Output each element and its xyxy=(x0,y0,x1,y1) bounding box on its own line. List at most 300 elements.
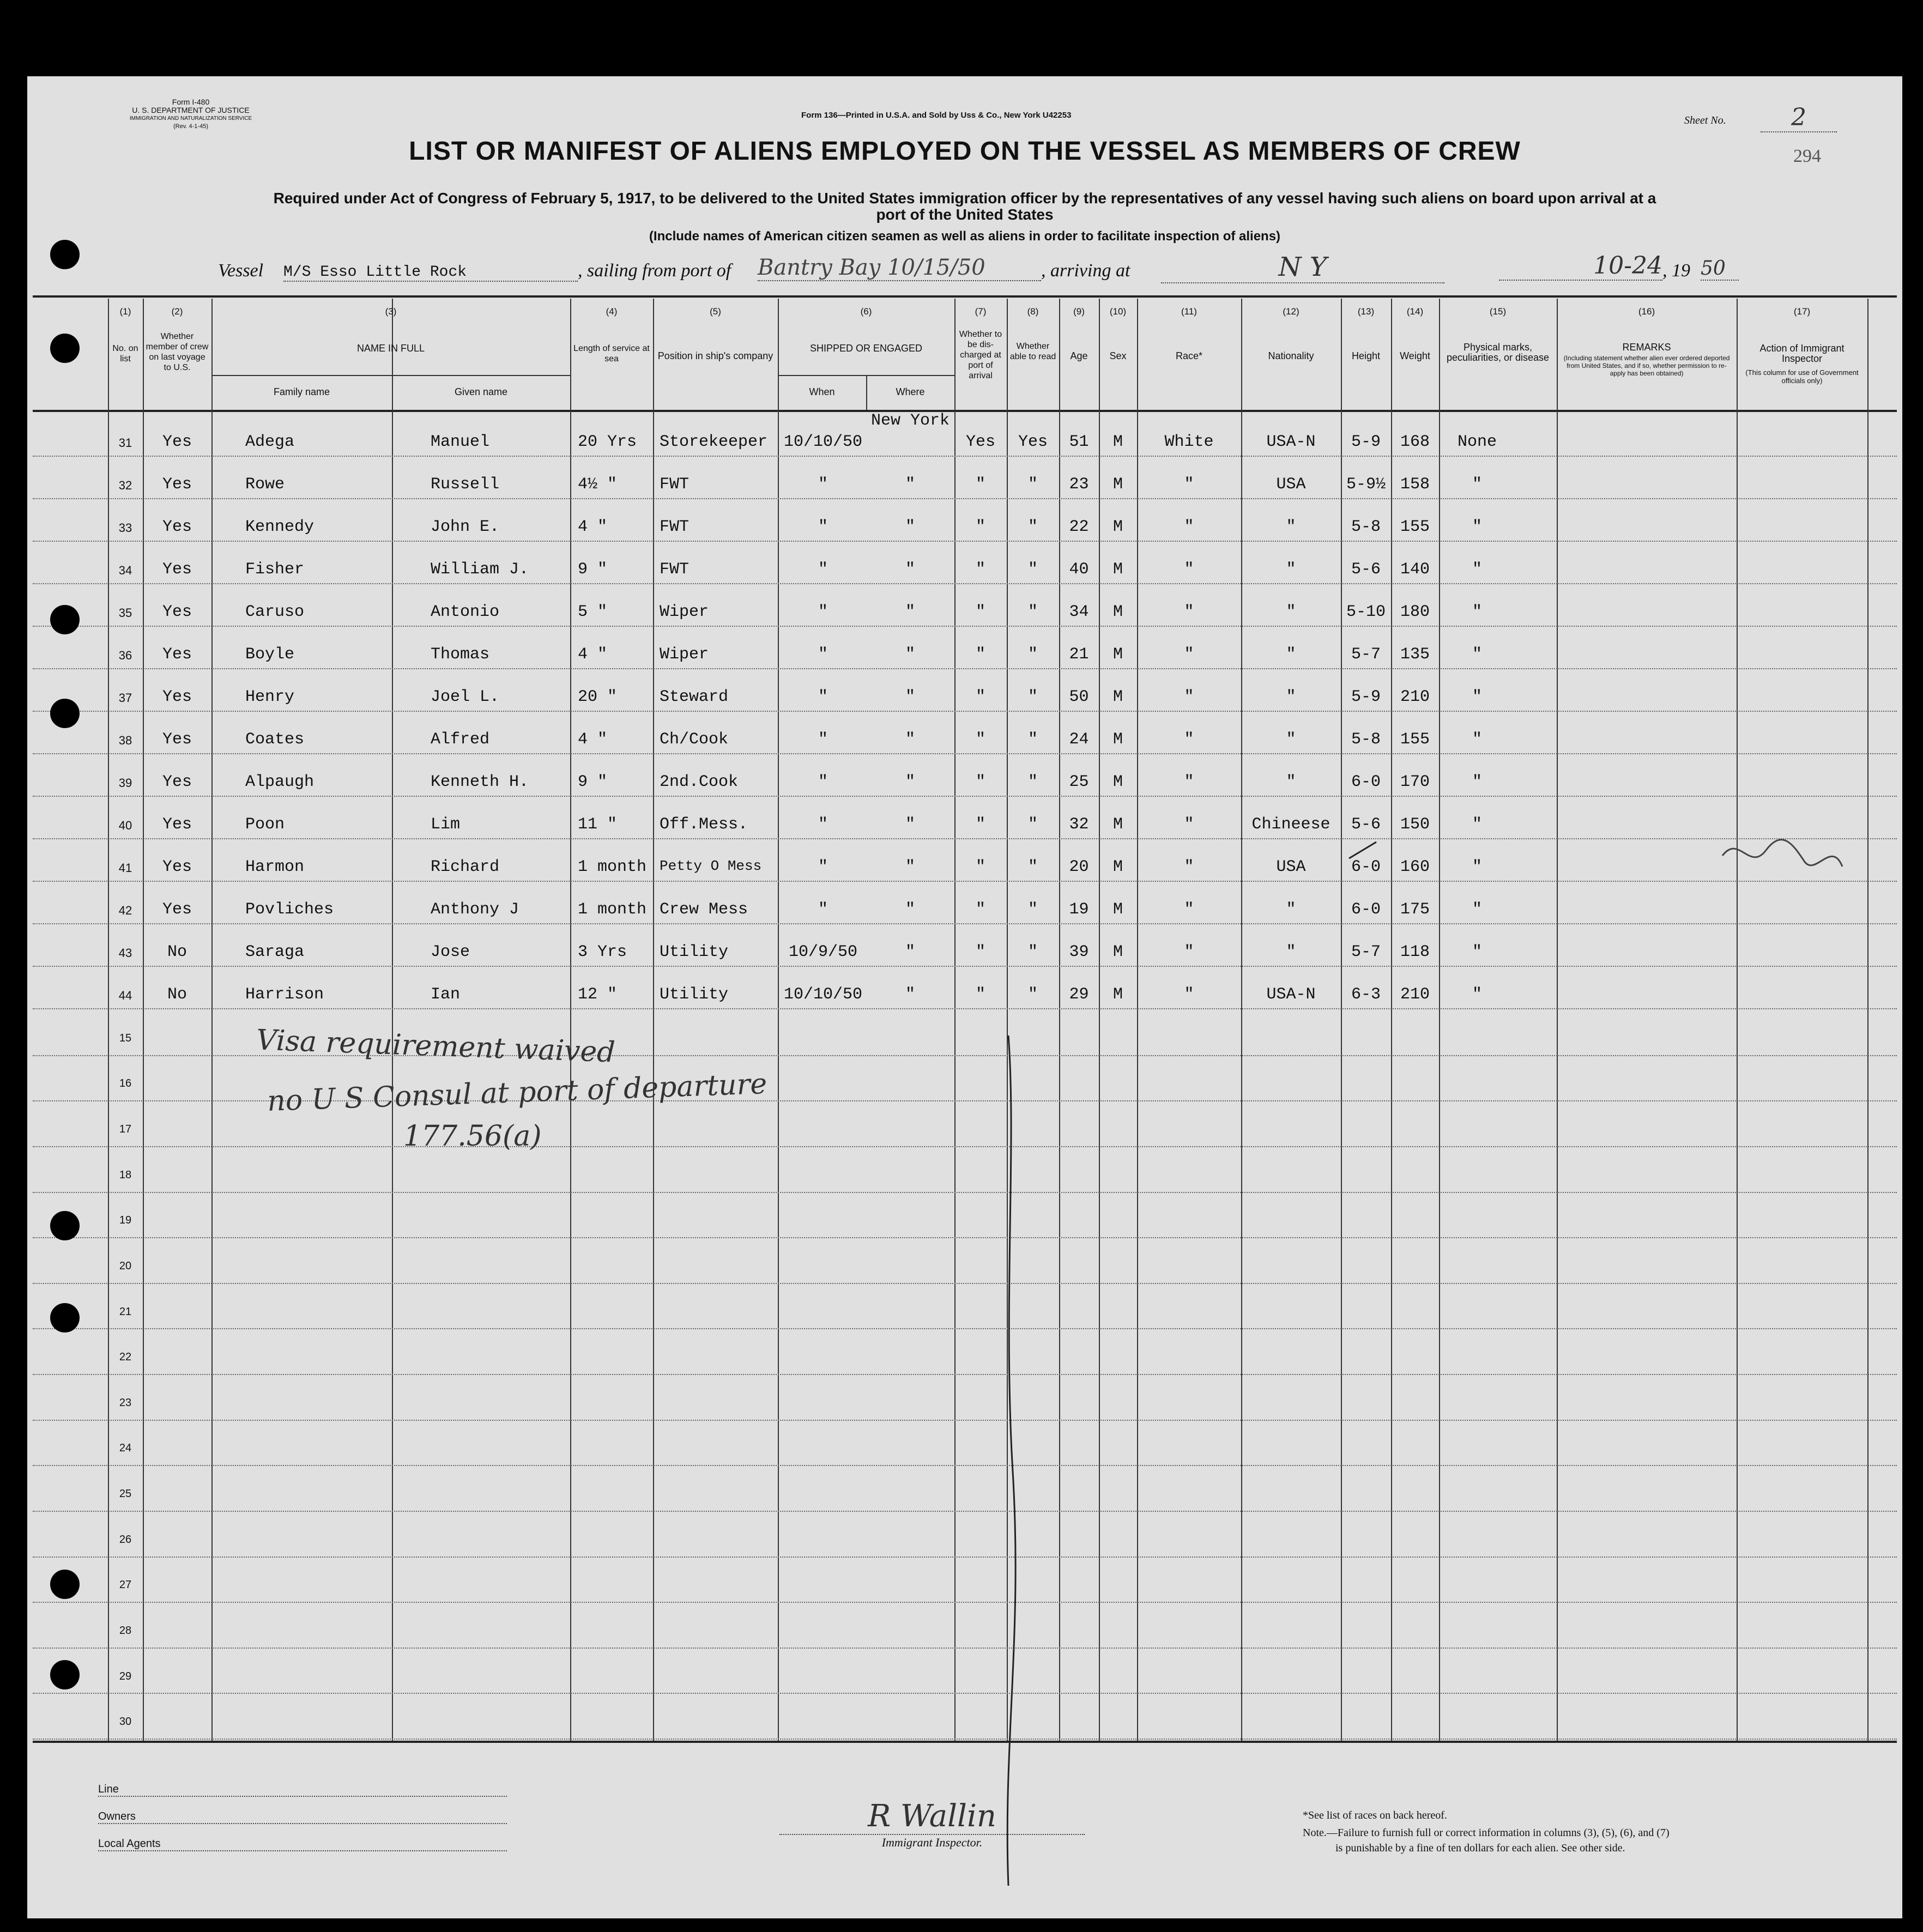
cell-when: " xyxy=(818,815,828,834)
cell-read: " xyxy=(1027,985,1038,1004)
cell-position: Off.Mess. xyxy=(660,815,748,834)
table-top-border xyxy=(33,295,1897,298)
row-rule xyxy=(33,838,1897,839)
cell-service: 4 " xyxy=(578,518,608,536)
cell-no: 37 xyxy=(118,691,132,705)
cell-read: " xyxy=(1027,943,1038,961)
cell-family: Boyle xyxy=(245,645,295,664)
cell-nat: " xyxy=(1286,518,1296,536)
cell-nat: " xyxy=(1286,603,1296,621)
cell-nat: " xyxy=(1286,645,1296,664)
cell-prev: Yes xyxy=(162,815,192,834)
cell-given: Joel L. xyxy=(431,688,500,706)
row-rule xyxy=(33,1648,1897,1649)
cell-disch: " xyxy=(975,900,985,919)
cell-service: 11 " xyxy=(578,815,618,834)
row-rule xyxy=(33,1283,1897,1284)
sheet-label: Sheet No. xyxy=(1684,114,1726,126)
cell-prev: Yes xyxy=(162,900,192,919)
cell-given: Thomas xyxy=(431,645,490,664)
year-prefix: , 19 xyxy=(1662,261,1690,281)
cell-disch: " xyxy=(975,560,985,579)
cell-position: Wiper xyxy=(660,645,709,664)
empty-row-number: 17 xyxy=(119,1123,132,1136)
binder-hole xyxy=(50,1570,80,1599)
header-when: When xyxy=(809,386,835,397)
header-inspector-note: (This column for use of Government officials only) xyxy=(1745,368,1859,385)
cell-weight: 155 xyxy=(1400,518,1430,536)
cell-nat: USA-N xyxy=(1266,433,1316,451)
cell-no: 32 xyxy=(118,479,132,492)
cell-weight: 210 xyxy=(1400,985,1430,1004)
table-bottom-border xyxy=(33,1741,1897,1743)
cell-nat: " xyxy=(1286,900,1296,919)
row-rule xyxy=(33,668,1897,669)
cell-height: 5-8 xyxy=(1351,518,1381,536)
cell-where: " xyxy=(905,773,915,791)
row-rule xyxy=(33,498,1897,499)
cell-nat: " xyxy=(1286,943,1296,961)
cell-when: 10/10/50 xyxy=(783,433,863,451)
cell-prev: No xyxy=(167,985,187,1004)
cell-position: Utility xyxy=(660,985,729,1004)
cell-prev: Yes xyxy=(162,603,192,621)
cell-weight: 210 xyxy=(1400,688,1430,706)
fine-note-2: is punishable by a fine of ten dollars for each alien. See other side. xyxy=(1335,1842,1625,1854)
cell-read: " xyxy=(1027,773,1038,791)
page-stamp: 294 xyxy=(1793,146,1821,166)
header-discharged: Whether to be dis-charged at port of arrival xyxy=(959,330,1002,380)
colnum-8: (8) xyxy=(1027,306,1039,317)
cell-sex: M xyxy=(1112,688,1123,706)
header-where: Where xyxy=(896,386,925,397)
colnum-17: (17) xyxy=(1793,306,1811,317)
cell-height: 5-7 xyxy=(1351,645,1381,664)
cell-family: Coates xyxy=(245,730,305,749)
form-dept: U. S. DEPARTMENT OF JUSTICE xyxy=(132,106,250,114)
inspector-scribble xyxy=(1717,823,1848,883)
cell-service: 1 month xyxy=(578,858,647,876)
binder-hole xyxy=(50,1211,80,1240)
empty-row-number: 15 xyxy=(119,1032,132,1044)
cell-read: " xyxy=(1027,603,1038,621)
cell-disch: " xyxy=(975,773,985,791)
row-rule xyxy=(33,626,1897,627)
colnum-1: (1) xyxy=(119,306,131,317)
row-rule xyxy=(33,881,1897,882)
cell-where: " xyxy=(905,603,915,621)
colnum-11: (11) xyxy=(1181,306,1197,317)
cell-race: " xyxy=(1184,985,1194,1004)
cell-where: " xyxy=(905,815,915,834)
cell-marks: " xyxy=(1472,730,1482,749)
row-rule xyxy=(33,456,1897,457)
name-header-divider xyxy=(211,375,570,376)
cell-race: " xyxy=(1184,645,1194,664)
cell-where: " xyxy=(905,730,915,749)
cell-no: 35 xyxy=(118,606,132,620)
cell-read: " xyxy=(1027,858,1038,876)
cell-sex: M xyxy=(1112,475,1123,494)
cell-position: Ch/Cook xyxy=(660,730,729,749)
colnum-3: (3) xyxy=(385,306,397,317)
cell-nat: USA-N xyxy=(1266,985,1316,1004)
cell-age: 50 xyxy=(1069,688,1089,706)
cell-height: 6-0 xyxy=(1351,900,1381,919)
subtitle-line-2: port of the United States xyxy=(876,206,1054,223)
cell-nat: USA xyxy=(1276,858,1306,876)
empty-row-number: 23 xyxy=(119,1396,132,1409)
cell-height: 6-3 xyxy=(1351,985,1381,1004)
cell-no: 36 xyxy=(118,649,132,662)
cell-read: " xyxy=(1027,560,1038,579)
cell-prev: Yes xyxy=(162,433,192,451)
cell-read: " xyxy=(1027,900,1038,919)
row-rule xyxy=(33,1556,1897,1558)
colnum-13: (13) xyxy=(1357,306,1375,317)
empty-row-number: 29 xyxy=(119,1670,132,1682)
header-remarks-note: (Including statement whether alien ever ordered deported from United States, and if so, whether permission to re-apply has been obtained) xyxy=(1563,354,1730,377)
header-service: Length of service at sea xyxy=(573,344,650,364)
cell-when: " xyxy=(818,858,828,876)
cell-disch: " xyxy=(975,985,985,1004)
cell-given: William J. xyxy=(431,560,529,579)
sheet-number: 2 xyxy=(1761,104,1837,132)
form-service: IMMIGRATION AND NATURALIZATION SERVICE xyxy=(129,116,252,122)
cell-marks: " xyxy=(1472,943,1482,961)
cell-height: 5-10 xyxy=(1346,603,1386,621)
cell-height: 5-9 xyxy=(1351,433,1381,451)
binder-hole xyxy=(50,605,80,634)
cell-where: " xyxy=(905,475,915,494)
cell-read: " xyxy=(1027,475,1038,494)
cell-prev: Yes xyxy=(162,560,192,579)
cell-marks: " xyxy=(1472,858,1482,876)
cell-when: 10/10/50 xyxy=(783,985,863,1004)
cell-when: " xyxy=(818,518,828,536)
race-note: *See list of races on back hereof. xyxy=(1303,1809,1447,1821)
cell-family: Adega xyxy=(245,433,295,451)
cell-age: 40 xyxy=(1069,560,1089,579)
cell-family: Alpaugh xyxy=(245,773,315,791)
cell-race: " xyxy=(1184,730,1194,749)
cell-family: Harrison xyxy=(245,985,324,1004)
cell-family: Saraga xyxy=(245,943,305,961)
empty-row-number: 24 xyxy=(119,1442,132,1455)
footer-line: Line xyxy=(98,1783,507,1797)
empty-row-number: 26 xyxy=(119,1533,132,1546)
handwritten-note-2: no U S Consul at port of departure xyxy=(267,1068,768,1118)
cell-sex: M xyxy=(1112,773,1123,791)
header-bottom-border xyxy=(33,410,1897,412)
cell-no: 43 xyxy=(118,946,132,960)
empty-row-number: 25 xyxy=(119,1488,132,1500)
row-rule xyxy=(33,753,1897,754)
cell-no: 41 xyxy=(118,861,132,875)
arriving-port: N Y xyxy=(1161,252,1444,283)
empty-row-number: 28 xyxy=(119,1624,132,1637)
cell-where: " xyxy=(905,858,915,876)
colnum-7: (7) xyxy=(975,306,987,317)
row-rule xyxy=(33,1465,1897,1466)
cell-no: 40 xyxy=(118,819,132,832)
cell-disch: " xyxy=(975,730,985,749)
cell-when: " xyxy=(818,603,828,621)
cell-prev: Yes xyxy=(162,518,192,536)
cell-service: 4 " xyxy=(578,730,608,749)
cell-sex: M xyxy=(1112,730,1123,749)
header-sex: Sex xyxy=(1109,350,1127,361)
cell-age: 34 xyxy=(1069,603,1089,621)
cell-where: " xyxy=(905,645,915,664)
cell-service: 1 month xyxy=(578,900,647,919)
cell-nat: USA xyxy=(1276,475,1306,494)
cell-weight: 118 xyxy=(1400,943,1430,961)
form-number: Form I-480 xyxy=(172,98,210,106)
cell-weight: 175 xyxy=(1400,900,1430,919)
cell-given: Richard xyxy=(431,858,500,876)
cell-height: 6-0 xyxy=(1351,858,1381,876)
footer-owners: Owners xyxy=(98,1810,507,1824)
binder-hole xyxy=(50,240,80,269)
cell-age: 22 xyxy=(1069,518,1089,536)
cell-service: 3 Yrs xyxy=(578,943,627,961)
cell-prev: Yes xyxy=(162,858,192,876)
binder-hole xyxy=(50,1303,80,1333)
arrival-year: 50 xyxy=(1701,257,1739,281)
cell-age: 39 xyxy=(1069,943,1089,961)
empty-row-number: 22 xyxy=(119,1351,132,1364)
cell-given: Antonio xyxy=(431,603,500,621)
cell-disch: " xyxy=(975,858,985,876)
cell-race: " xyxy=(1184,900,1194,919)
subtitle-line-3: (Include names of American citizen seamen as well as aliens in order to facilitate inspection of aliens) xyxy=(649,229,1281,244)
cell-height: 5-6 xyxy=(1351,560,1381,579)
row-rule xyxy=(33,1602,1897,1603)
header-height: Height xyxy=(1351,350,1381,361)
cell-age: 24 xyxy=(1069,730,1089,749)
empty-row-number: 16 xyxy=(119,1077,132,1090)
cell-marks: " xyxy=(1472,773,1482,791)
cell-no: 33 xyxy=(118,521,132,535)
form-id-block xyxy=(109,98,273,131)
cell-weight: 140 xyxy=(1400,560,1430,579)
cell-prev: Yes xyxy=(162,645,192,664)
empty-row-number: 30 xyxy=(119,1716,132,1728)
cell-sex: M xyxy=(1112,433,1123,451)
header-inspector-action: Action of Immigrant Inspector xyxy=(1759,343,1845,364)
cell-marks: " xyxy=(1472,900,1482,919)
cell-disch: " xyxy=(975,475,985,494)
cell-no: 31 xyxy=(118,436,132,450)
cell-weight: 135 xyxy=(1400,645,1430,664)
colnum-10: (10) xyxy=(1109,306,1127,317)
arrival-date: 10-24 xyxy=(1499,252,1662,281)
cell-disch: " xyxy=(975,815,985,834)
cell-no: 39 xyxy=(118,776,132,790)
cell-position: Steward xyxy=(660,688,729,706)
cell-nat: Chineese xyxy=(1251,815,1331,834)
cell-prev: No xyxy=(167,943,187,961)
row-rule xyxy=(33,1420,1897,1421)
cell-position: Storekeeper xyxy=(660,433,768,451)
cell-race: " xyxy=(1184,858,1194,876)
cell-where: " xyxy=(905,560,915,579)
cell-where: " xyxy=(905,900,915,919)
cell-service: 12 " xyxy=(578,985,618,1004)
row-rule xyxy=(33,923,1897,924)
cell-race: " xyxy=(1184,603,1194,621)
cell-race: " xyxy=(1184,943,1194,961)
colnum-6: (6) xyxy=(860,306,872,317)
cell-where: " xyxy=(905,688,915,706)
cell-nat: " xyxy=(1286,773,1296,791)
cell-family: Rowe xyxy=(245,475,285,494)
cell-position: Wiper xyxy=(660,603,709,621)
cell-given: Ian xyxy=(431,985,461,1004)
cell-age: 32 xyxy=(1069,815,1089,834)
cell-sex: M xyxy=(1112,900,1123,919)
cell-disch: " xyxy=(975,603,985,621)
cell-given: Manuel xyxy=(431,433,490,451)
colnum-4: (4) xyxy=(606,306,618,317)
cell-race: " xyxy=(1184,475,1194,494)
cell-family: Povliches xyxy=(245,900,334,919)
colnum-16: (16) xyxy=(1638,306,1655,317)
cell-weight: 155 xyxy=(1400,730,1430,749)
cell-marks: " xyxy=(1472,815,1482,834)
cell-no: 42 xyxy=(118,904,132,917)
cell-family: Caruso xyxy=(245,603,305,621)
cell-sex: M xyxy=(1112,815,1123,834)
cell-when: " xyxy=(818,688,828,706)
header-position: Position in ship's company xyxy=(657,350,773,361)
cell-race: " xyxy=(1184,815,1194,834)
cell-nat: " xyxy=(1286,560,1296,579)
height-check-mark xyxy=(1346,839,1379,861)
binder-hole xyxy=(50,334,80,363)
cell-no: 34 xyxy=(118,564,132,577)
cell-marks: " xyxy=(1472,985,1482,1004)
colnum-12: (12) xyxy=(1283,306,1299,317)
cell-marks: " xyxy=(1472,518,1482,536)
cell-family: Fisher xyxy=(245,560,305,579)
cell-where: " xyxy=(905,985,915,1004)
header-prev-voyage: Whether member of crew on last voyage to U.S. xyxy=(146,332,209,372)
cell-prev: Yes xyxy=(162,688,192,706)
cell-marks: " xyxy=(1472,688,1482,706)
cell-weight: 180 xyxy=(1400,603,1430,621)
empty-row-number: 18 xyxy=(119,1168,132,1181)
cell-service: 20 " xyxy=(578,688,618,706)
cell-when: " xyxy=(818,475,828,494)
cell-family: Poon xyxy=(245,815,285,834)
cell-position: Petty O Mess xyxy=(660,858,762,874)
colnum-2: (2) xyxy=(171,306,183,317)
cell-height: 5-9½ xyxy=(1346,475,1386,494)
row-rule xyxy=(33,1192,1897,1193)
cell-marks: " xyxy=(1472,560,1482,579)
cell-family: Henry xyxy=(245,688,295,706)
cell-weight: 150 xyxy=(1400,815,1430,834)
header-name-in-full: NAME IN FULL xyxy=(356,343,425,354)
cell-no: 38 xyxy=(118,734,132,747)
cell-no: 44 xyxy=(118,989,132,1002)
cell-marks: None xyxy=(1457,433,1497,451)
cell-when: " xyxy=(818,730,828,749)
header-remarks: REMARKS xyxy=(1622,342,1671,353)
cell-where: New York xyxy=(870,411,950,430)
cell-service: 4 " xyxy=(578,645,608,664)
handwritten-note-1: Visa requirement waived xyxy=(256,1023,616,1069)
row-rule xyxy=(33,1237,1897,1238)
cell-service: 5 " xyxy=(578,603,608,621)
cell-disch: " xyxy=(975,943,985,961)
cell-sex: M xyxy=(1112,518,1123,536)
cell-when: " xyxy=(818,645,828,664)
fine-note-1: Note.—Failure to furnish full or correct information in columns (3), (5), (6), and (7) xyxy=(1303,1827,1670,1839)
cell-age: 19 xyxy=(1069,900,1089,919)
cell-disch: Yes xyxy=(965,433,995,451)
cell-read: " xyxy=(1027,730,1038,749)
inspector-label: Immigrant Inspector. xyxy=(881,1836,983,1849)
cell-age: 23 xyxy=(1069,475,1089,494)
cell-given: Kenneth H. xyxy=(431,773,529,791)
empty-row-number: 20 xyxy=(119,1259,132,1272)
cell-position: 2nd.Cook xyxy=(660,773,739,791)
cell-read: " xyxy=(1027,688,1038,706)
row-rule xyxy=(33,1328,1897,1329)
cell-read: " xyxy=(1027,518,1038,536)
cell-service: 20 Yrs xyxy=(578,433,637,451)
vessel-label: Vessel xyxy=(218,261,264,281)
row-rule xyxy=(33,583,1897,584)
cell-given: Lim xyxy=(431,815,461,834)
row-rule xyxy=(33,711,1897,712)
cell-race: " xyxy=(1184,518,1194,536)
colnum-15: (15) xyxy=(1489,306,1507,317)
cell-prev: Yes xyxy=(162,475,192,494)
cell-family: Harmon xyxy=(245,858,305,876)
cell-service: 9 " xyxy=(578,773,608,791)
cell-position: FWT xyxy=(660,518,690,536)
row-rule xyxy=(33,966,1897,967)
row-rule xyxy=(33,1693,1897,1694)
cell-age: 25 xyxy=(1069,773,1089,791)
header-able-to-read: Whether able to read xyxy=(1009,342,1056,361)
cell-prev: Yes xyxy=(162,730,192,749)
sailing-port: Bantry Bay 10/15/50 xyxy=(758,255,1041,281)
cell-sex: M xyxy=(1112,645,1123,664)
cell-height: 6-0 xyxy=(1351,773,1381,791)
cell-race: " xyxy=(1184,560,1194,579)
cell-disch: " xyxy=(975,688,985,706)
cell-prev: Yes xyxy=(162,773,192,791)
row-rule xyxy=(33,1146,1897,1147)
cell-where: " xyxy=(905,518,915,536)
row-rule xyxy=(33,1511,1897,1512)
row-rule xyxy=(33,1739,1897,1740)
empty-row-number: 21 xyxy=(119,1305,132,1318)
binder-hole xyxy=(50,1660,80,1689)
cell-when: " xyxy=(818,773,828,791)
empty-row-number: 27 xyxy=(119,1579,132,1591)
cell-sex: M xyxy=(1112,560,1123,579)
cell-family: Kennedy xyxy=(245,518,315,536)
cell-position: Crew Mess xyxy=(660,900,748,919)
cell-given: Alfred xyxy=(431,730,490,749)
header-nationality: Nationality xyxy=(1268,350,1314,361)
